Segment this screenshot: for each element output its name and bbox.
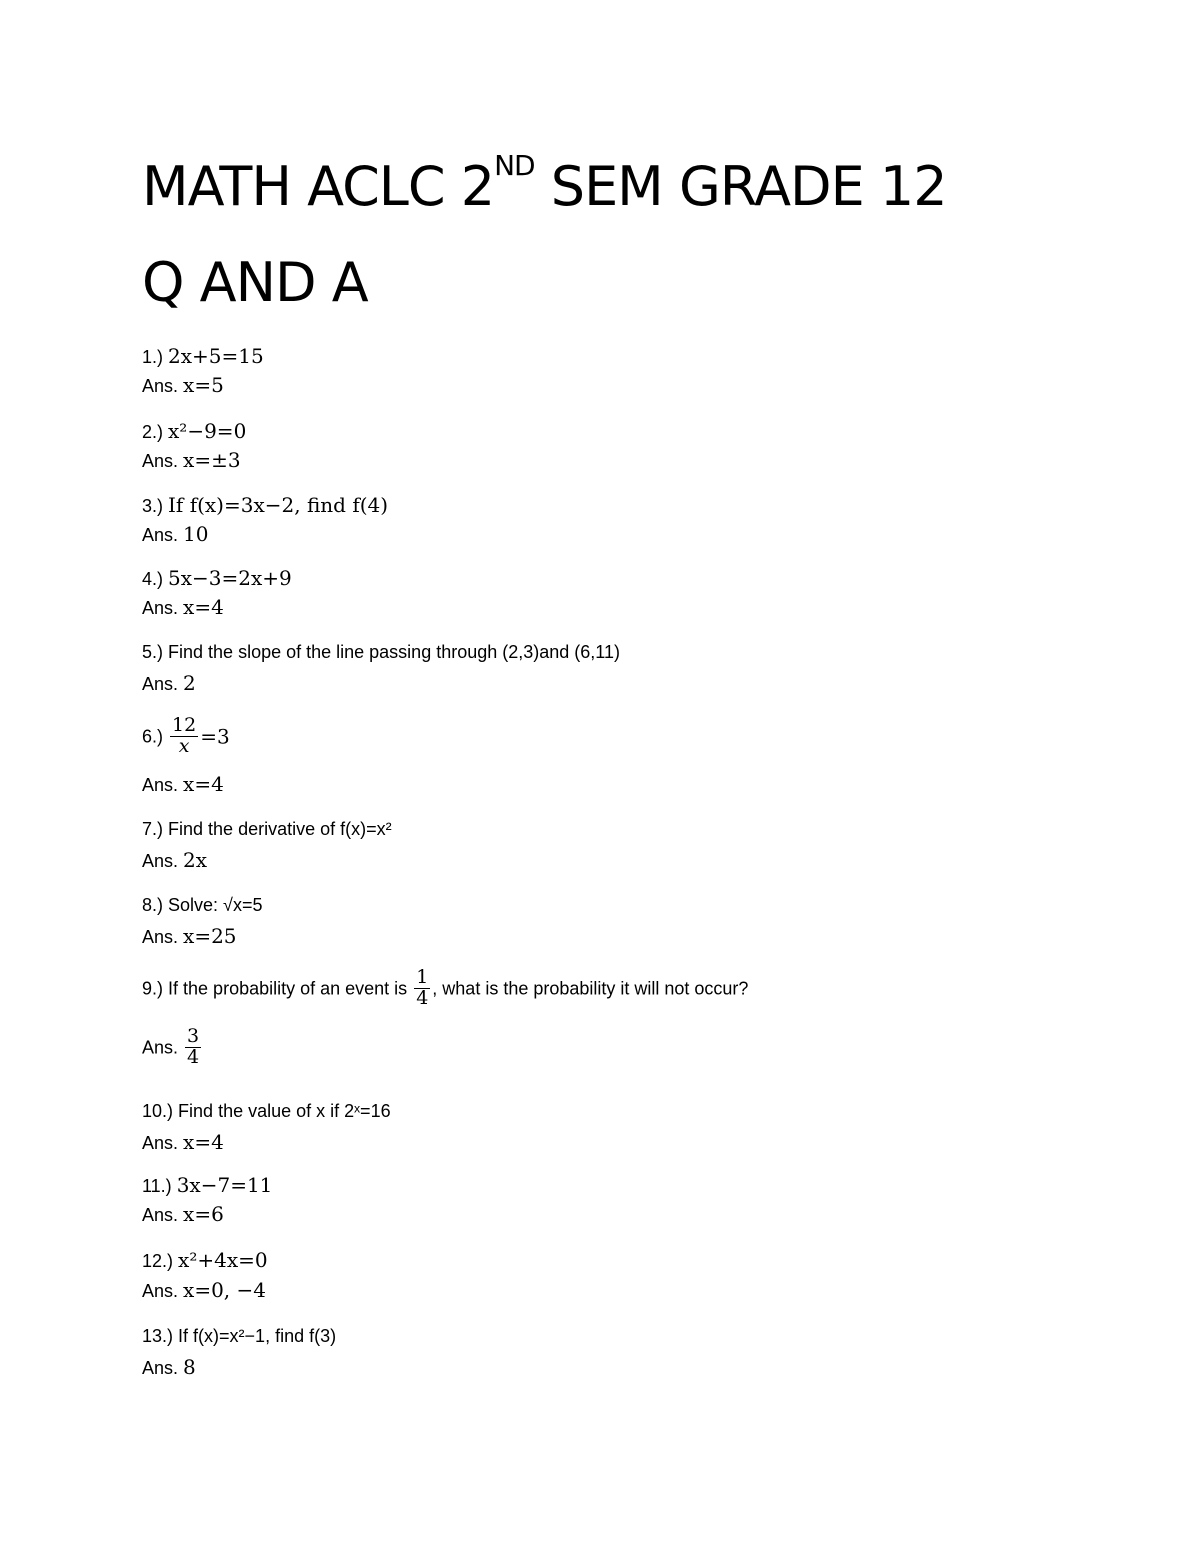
question-4	[142, 568, 292, 590]
question-math: 5x−3=2x+9	[168, 566, 292, 590]
answer-label: Ans.	[142, 598, 179, 618]
question-9	[142, 968, 748, 1020]
question-number: 4.)	[142, 569, 164, 589]
answer-label: Ans.	[142, 1205, 179, 1225]
question-3	[142, 495, 388, 517]
answer-label: Ans.	[142, 1281, 179, 1301]
answer-8	[142, 926, 237, 948]
question-math: x²+4x=0	[178, 1248, 268, 1272]
answer-label: Ans.	[142, 451, 179, 471]
answer-label: Ans.	[142, 851, 179, 871]
answer-label: Ans.	[142, 1358, 179, 1378]
title-text-a: MATH ACLC 2	[142, 155, 495, 218]
answer-12	[142, 1280, 266, 1302]
fraction-numerator: 1	[416, 966, 429, 988]
question-number: 13.)	[142, 1326, 174, 1346]
answer-6	[142, 774, 224, 796]
document-title-line-2: Q AND A	[142, 251, 368, 314]
title-text-b: SEM GRADE 12	[534, 155, 947, 218]
answer-math: 8	[183, 1355, 196, 1379]
answer-9	[142, 1027, 203, 1079]
answer-13	[142, 1357, 196, 1379]
question-number: 12.)	[142, 1251, 174, 1271]
question-number: 11.)	[142, 1176, 172, 1196]
question-1	[142, 346, 264, 368]
answer-math: x=5	[183, 373, 224, 397]
answer-4	[142, 597, 224, 619]
answer-11	[142, 1204, 224, 1226]
question-2	[142, 421, 246, 443]
answer-2	[142, 450, 241, 472]
fraction-numerator: 3	[187, 1025, 200, 1047]
question-13	[142, 1327, 336, 1349]
answer-math: x=25	[183, 924, 237, 948]
fraction-denominator: x	[178, 734, 190, 757]
answer-math: x=±3	[183, 448, 241, 472]
answer-label: Ans.	[142, 674, 179, 694]
question-math: 3x−7=11	[176, 1173, 273, 1197]
answer-math: x=4	[183, 1130, 224, 1154]
answer-1	[142, 375, 224, 397]
question-text: Solve: √x=5	[168, 895, 263, 915]
answer-label: Ans.	[142, 1037, 179, 1058]
question-text-continued: , what is the probability it will not occur?	[432, 978, 749, 999]
question-8	[142, 896, 262, 918]
answer-math: x=4	[183, 595, 224, 619]
answer-3	[142, 524, 209, 546]
answer-label: Ans.	[142, 1133, 179, 1153]
title-superscript: ND	[494, 149, 535, 182]
question-math: x²−9=0	[168, 419, 247, 443]
question-number: 7.)	[142, 819, 164, 839]
question-number: 5.)	[142, 642, 164, 662]
question-number: 6.)	[142, 726, 164, 747]
question-12	[142, 1250, 268, 1272]
question-6	[142, 716, 230, 766]
answer-math: x=4	[183, 772, 224, 796]
question-text: Find the value of x if 2ˣ=16	[178, 1101, 391, 1121]
question-number: 2.)	[142, 422, 164, 442]
answer-5	[142, 673, 196, 695]
question-fraction	[414, 968, 430, 1009]
question-text: If the probability of an event is	[168, 978, 408, 999]
question-fraction	[170, 716, 198, 757]
answer-fraction	[185, 1027, 201, 1068]
fraction-numerator: 12	[172, 714, 197, 736]
answer-label: Ans.	[142, 775, 179, 795]
question-5	[142, 643, 620, 665]
document-title-line-1	[142, 149, 947, 218]
question-number: 3.)	[142, 496, 164, 516]
answer-label: Ans.	[142, 376, 179, 396]
question-7	[142, 820, 392, 842]
question-10	[142, 1102, 391, 1124]
fraction-denominator: 4	[187, 1045, 200, 1068]
answer-7	[142, 850, 207, 872]
answer-math: 2x	[183, 848, 208, 872]
answer-math: x=0, −4	[183, 1278, 267, 1302]
question-text: Find the derivative of f(x)=x²	[168, 819, 392, 839]
question-number: 9.)	[142, 978, 164, 999]
question-text: Find the slope of the line passing through (2,3)and (6,11)	[168, 642, 620, 662]
question-text: If f(x)=x²−1, find f(3)	[178, 1326, 337, 1346]
question-math: =3	[200, 724, 230, 749]
fraction-denominator: 4	[416, 986, 429, 1009]
question-number: 1.)	[142, 347, 164, 367]
answer-math: 10	[183, 522, 209, 546]
answer-math: 2	[183, 671, 196, 695]
answer-label: Ans.	[142, 927, 179, 947]
question-math: 2x+5=15	[168, 344, 264, 368]
question-math: If f(x)=3x−2, find f(4)	[168, 493, 389, 517]
answer-10	[142, 1132, 224, 1154]
answer-math: x=6	[183, 1202, 224, 1226]
answer-label: Ans.	[142, 525, 179, 545]
question-number: 10.)	[142, 1101, 174, 1121]
question-11	[142, 1175, 272, 1197]
question-number: 8.)	[142, 895, 164, 915]
